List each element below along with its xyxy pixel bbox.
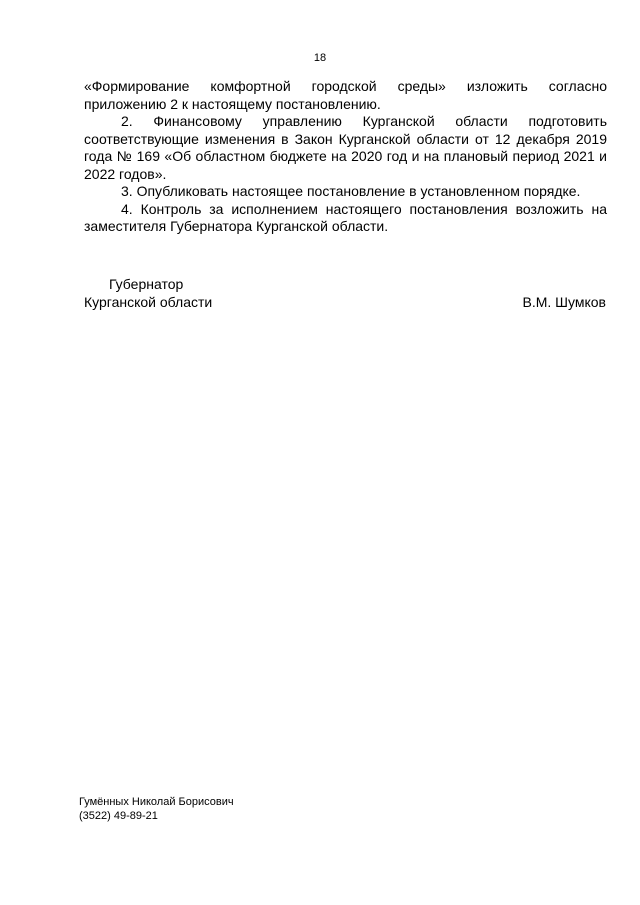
signature-title xyxy=(84,276,212,311)
signature-name: В.М. Шумков xyxy=(522,293,606,310)
document-body xyxy=(84,78,607,236)
page-number: 18 xyxy=(313,52,327,64)
paragraph-4: 4. Контроль за исполнением настоящего постановления возложить на заместителя Губернатора Курганской области. xyxy=(84,200,607,234)
paragraph-2: 2. Финансовому управлению Курганской области подготовить соответствующие изменения в Закон Курганской области от 12 декабря 2019 года № 169 «Об областном бюджете на 2020 год и на плановый период 2021 и 2022 годов». xyxy=(84,113,607,182)
executor-info xyxy=(79,795,234,823)
signature-title-line-1: Губернатор xyxy=(109,276,184,292)
signature-title-line-2: Курганской области xyxy=(84,293,213,310)
paragraph-1: «Формирование комфортной городской среды» изложить согласно приложению 2 к настоящему постановлению. xyxy=(84,78,607,112)
executor-name: Гумённых Николай Борисович xyxy=(79,796,234,808)
paragraph-3: 3. Опубликовать настоящее постановление в установленном порядке. xyxy=(121,183,581,199)
executor-phone: (3522) 49-89-21 xyxy=(79,810,158,822)
